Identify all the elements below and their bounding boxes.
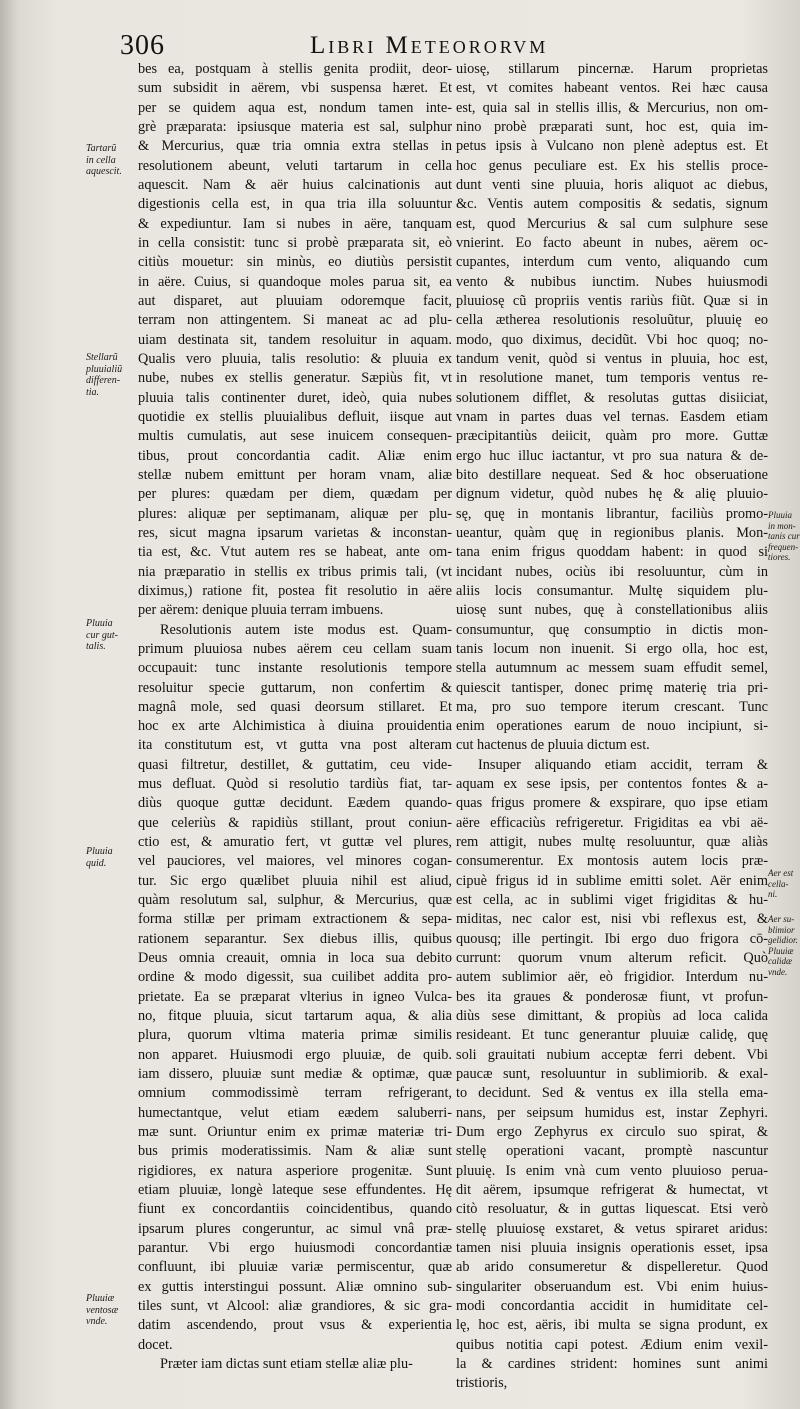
- text-line: iam dissero, pluuiæ sunt mediæ & optimæ, quæ: [138, 1066, 452, 1083]
- text-line: stellę operationi vacant, promptè nascuntur: [456, 1143, 768, 1160]
- text-line: sum subsidit in aërem, vbi suspensa hæret. Et: [138, 80, 452, 97]
- text-line: occupauit: tunc instante resolutionis tempore: [138, 660, 452, 677]
- text-line: hoc genus peculiare est. Ex his stellis proce-: [456, 157, 768, 174]
- text-line: quousq; ille pertingit. Ibi ergo duo frigora cō-: [456, 930, 768, 947]
- text-line: petus ipsis à Vulcano non plenè adeptus est. Et: [456, 138, 768, 155]
- text-line: humectantque, velut etiam eædem saluberri-: [138, 1104, 452, 1121]
- text-line: miditas, nec calor est, nisi vbi reflexus est, &: [456, 911, 768, 928]
- text-line: plura, quorum vltima materia primæ similis: [138, 1027, 452, 1044]
- text-line: pluuię. Is enim vnà cum vento pluuioso perua-: [456, 1162, 768, 1179]
- text-line: vnam in partes duas vel ternas. Easdem etiam: [456, 408, 768, 425]
- text-line: in resolutione manet, tum temporis ventus re-: [456, 370, 768, 387]
- text-line: mæ sunt. Oriuntur enim ex primæ materiæ tri-: [138, 1124, 452, 1141]
- text-line: modi concordantia accidit in humiditate cel-: [456, 1298, 768, 1314]
- text-line: Qualis vero pluuia, talis resolutio: & pluuia ex: [138, 350, 452, 367]
- text-line: ordine & modo digessit, sua cuilibet addita pro-: [138, 969, 452, 986]
- text-line: sę, quę in montanis librantur, faciliùs promo-: [456, 505, 768, 522]
- text-line: stellæ nubem emittunt per horam vnam, aliæ: [138, 466, 452, 483]
- text-line: ma, pro suo tempore iterum crescant. Tunc: [456, 698, 768, 715]
- text-line: est, vt comites habeant ventos. Rei hæc causa: [456, 80, 768, 97]
- text-line: nia præparatio in stellis ex tribus primis tali, (vt: [138, 563, 452, 580]
- text-line: &c. Ventis autem compositis & sedatis, signum: [456, 196, 768, 213]
- text-line: ita constitutum est, vt gutta vna post alteram: [138, 737, 452, 754]
- text-line: dignum videtur, quòd nubes hę & alię pluuio-: [456, 486, 768, 503]
- text-line: hoc ex arte Alchimistica à diuina prouidentia: [138, 718, 452, 735]
- text-line: Resolutionis autem iste modus est. Quam-: [160, 621, 452, 638]
- text-line: rationem separantur. Sex diebus illis, quibus: [138, 930, 452, 947]
- text-line: quasi filtretur, destillet, & guttatim, ceu vide-: [138, 756, 452, 773]
- text-line: aut disparet, aut pluuiam odoremque facit,: [138, 292, 452, 309]
- text-line: tanis locum non inuenit. Si ergo olla, hoc est,: [456, 640, 768, 657]
- page-number: 306: [120, 30, 165, 61]
- text-line: ab arido consumeretur & dispelleretur. Quod: [456, 1259, 768, 1276]
- text-line: bito destillare nequeat. Sed & hoc obseruatione: [456, 466, 768, 483]
- text-line: stella autumnum ac messem suam effudit semel,: [456, 660, 768, 677]
- text-line: resolutionem abeunt, veluti tartarum in cella: [138, 157, 452, 174]
- text-line: quàm resolutum sal, sulphur, & Mercurius, quæ: [138, 892, 452, 909]
- text-line: cut hactenus de pluuia dictum est.: [456, 737, 650, 754]
- text-line: tamen nisi pluuia insignis operationis esset, ipsa: [456, 1240, 768, 1257]
- text-line: uiosę, stillarum pincernæ. Harum proprietas: [456, 61, 768, 77]
- margin-note-aer-cella: Aer est cella- ni.: [768, 868, 794, 899]
- margin-note-pluuia-quid: Pluuia quid.: [86, 846, 113, 869]
- text-line: aquam ex sese ipsis, per contentos fontes & a-: [456, 776, 768, 793]
- text-line: tristioris,: [456, 1375, 508, 1392]
- text-line: incidant nubes, ociùs ibi resoluuntur, cùm in: [456, 563, 768, 580]
- text-line: confluunt, ibi pluuiæ variæ permiscentur, quæ: [138, 1259, 452, 1276]
- text-line: per aërem: denique pluuia terram imbuens.: [138, 602, 384, 619]
- text-line: consumerentur. Ex montosis autem locis præ-: [456, 853, 768, 870]
- text-line: soli grauitati nubium acceptæ ferri debent. Vbi: [456, 1046, 768, 1063]
- text-line: ctio est, & amuratio fert, vt guttæ vel plures,: [138, 834, 452, 851]
- text-line: nube, nubes ex stellis generatur. Sæpiùs fit, vt: [138, 370, 452, 387]
- text-line: cella ætherea resolutionis resoluũtur, pluuię eo: [456, 312, 768, 329]
- text-line: per se quidem aqua est, nondum tamen inte-: [138, 99, 452, 116]
- text-line: aquescit. Nam & aër huius calcinationis aut: [138, 176, 452, 193]
- text-line: ex guttis interstingui possunt. Aliæ omnino sub-: [138, 1278, 452, 1295]
- text-line: diùs sese dimittant, & propiùs ad loca calida: [456, 1008, 768, 1025]
- text-line: quiescit tantisper, donec primę materię tria pri-: [456, 679, 768, 696]
- text-line: quotidie ex stellis pluuialibus defluit, iisque aut: [138, 408, 452, 425]
- margin-note-stellar-differentia: Stellarũ pluuialiũ differen- tia.: [86, 352, 123, 398]
- text-line: tandum venit, quòd si ventus in pluuia, hoc est,: [456, 350, 768, 367]
- text-line: pluuiosę cũ propriis ventis rariùs fiũt. Quæ si in: [456, 292, 768, 309]
- text-line: uiosę sunt nubes, quę à constellationibus aliis: [456, 602, 768, 619]
- text-line: docet.: [138, 1336, 173, 1353]
- text-line: in aëre. Cuius, si quandoque moles parua sit, ea: [138, 273, 452, 290]
- text-line: enim operationes earum de nouo incipiunt, si-: [456, 718, 768, 735]
- text-line: forma stillæ per primam extractionem & sepa-: [138, 911, 452, 928]
- text-line: fiunt ex concordantiis coincidentibus, quando: [138, 1201, 452, 1218]
- text-line: lę, hoc est, aëris, ibi multa se signa produnt, ex: [456, 1317, 768, 1334]
- text-line: dunt venti sine pluuia, horis aliquot ac diebus,: [456, 176, 768, 193]
- left-text-column: [138, 60, 452, 1374]
- text-line: singulariter obseruandum est. Vbi enim huius-: [456, 1278, 768, 1295]
- text-line: uiam destinata sit, tandem resoluitur in aquam.: [138, 331, 452, 348]
- text-line: tana enim frigus quoddam habent: in quod si: [456, 544, 768, 561]
- text-line: magnâ mole, sed quasi deorsum stillaret. Et: [138, 698, 452, 715]
- text-line: bus primis moderatissimis. Nam & aliæ sunt: [138, 1143, 452, 1160]
- text-line: rigidiores, ex natura asperiore progenitæ. Sunt: [138, 1162, 452, 1179]
- text-line: datim ascendendo, prout vsus & experientia: [138, 1317, 452, 1334]
- text-line: aliis locis consumantur. Multę siquidem plu-: [456, 582, 768, 599]
- text-line: dit aërem, ipsumque refrigerat & humectat, vt: [456, 1182, 768, 1199]
- text-line: modo, quo diximus, decidũt. Vbi hoc quoq; no-: [456, 331, 768, 348]
- text-line: resoluitur specie guttarum, non confertim &: [138, 679, 452, 696]
- margin-note-pluuiae-ventosae: Pluuiæ ventosæ vnde.: [86, 1293, 119, 1327]
- text-line: parantur. Vbi ergo huiusmodi concordantiæ: [138, 1240, 452, 1257]
- text-line: stellę pluuiosę exstaret, & vetus spiraret aridus:: [456, 1220, 768, 1237]
- text-line: præcipitantiùs deiicit, quàm pro more. Guttæ: [456, 428, 768, 445]
- text-line: res, sicut magna ipsarum varietas & inconstan-: [138, 524, 452, 541]
- text-line: non apparet. Huiusmodi ergo pluuiæ, de quib.: [138, 1046, 452, 1063]
- text-line: tibus, prout concordantia cadit. Aliæ enim: [138, 447, 452, 464]
- text-line: la & cardines strident: homines sunt animi: [456, 1355, 768, 1372]
- text-line: est cella, ac in sublimi viget frigiditas & hu-: [456, 892, 768, 909]
- text-line: vel pauciores, vel maiores, vel minores cogan-: [138, 853, 452, 870]
- text-line: quas frigus promere & exspirare, quo ipse etiam: [456, 795, 768, 812]
- running-title: Libri Meteororvm: [310, 32, 549, 59]
- text-line: ergo huc illuc iactantur, vt pro sua natura & de-: [456, 447, 768, 464]
- text-line: omnium commodissimè terram refrigerant,: [138, 1085, 452, 1102]
- text-line: Dum ergo Zephyrus ex circulo suo spirat, &: [456, 1124, 768, 1141]
- margin-note-pluuia-cur-guttalis: Pluuia cur gut- talis.: [86, 618, 118, 652]
- margin-note-montanis: Pluuia in mon- tanis cur frequen- tiores.: [768, 510, 800, 562]
- text-line: tur. Sic ergo quælibet pluuia nihil est aliud,: [138, 872, 452, 889]
- text-line: tia est, &c. Vtut autem res se habeat, ante om-: [138, 544, 452, 561]
- text-line: bes ita graues & ponderosæ fiunt, vt profun-: [456, 988, 768, 1005]
- text-line: ueantur, quàm quę in regionibus planis. Mon-: [456, 524, 768, 541]
- text-line: ipsarum plures congeruntur, ac simul vnâ præ-: [138, 1220, 452, 1237]
- text-line: resideant. Et tunc generantur pluuiæ calidę, quę: [456, 1027, 768, 1044]
- text-line: Deus omnia creauit, omnia in loca sua debito: [138, 950, 452, 967]
- text-line: paucæ sunt, resoluuntur in sublimiorib. & exal-: [456, 1066, 768, 1083]
- text-line: & Mercurius, quæ tria omnia extra stellas in: [138, 138, 452, 155]
- text-line: vento & nubibus iunctim. Nubes huiusmodi: [456, 273, 768, 290]
- text-line: nino probè præparati sunt, hoc est, quia im-: [456, 118, 768, 135]
- text-line: diximus,) ratione fit, postea fit resolutio in aëre: [138, 582, 452, 599]
- text-line: cipuè frigus id in sublime emitti solet. Aër enim: [456, 872, 768, 889]
- text-line: primum pluuiosa nubes aërem ceu cellam suam: [138, 640, 452, 657]
- text-line: terram non attingentem. Si maneat ac ad plu-: [138, 312, 452, 329]
- text-line: prietate. Ea se præparat vlterius in igneo Vulca-: [138, 988, 452, 1005]
- margin-note-tartar: Tartarũ in cella aquescit.: [86, 143, 122, 177]
- text-line: aëre efficaciùs refrigeretur. Frigiditas ea vbi aë-: [456, 814, 768, 831]
- text-line: est, quod Mercurius & sal cum sulphure sese: [456, 215, 768, 232]
- text-line: no, fitque pluuia, sicut tartarum aqua, & alia: [138, 1008, 452, 1025]
- text-line: currunt: quorum vnum alterum reficit. Quò: [456, 950, 768, 967]
- text-line: que celeriùs & rapidiùs stillant, prout coniun-: [138, 814, 452, 831]
- text-line: nans, per seipsum humidus est, instar Zephyri.: [456, 1104, 768, 1121]
- text-line: cupantes, interdum cum vento, aliquando cum: [456, 254, 768, 271]
- text-line: grè præparata: ipsiusque materia est sal, sulphur: [138, 118, 452, 135]
- margin-note-aer-sublimior: Aer su- blimior gelidior. Pluuiæ calidæ vnde.: [768, 914, 798, 977]
- text-line: consumuntur, quę consumptio in dictis mon-: [456, 621, 768, 638]
- text-line: vnierint. Eo facto abeunt in nubes, aërem oc-: [456, 234, 768, 251]
- text-line: etiam pluuiæ, longè lateque sese effundentes. Hę: [138, 1182, 452, 1199]
- text-line: pluuia talis continenter duret, ideò, quia nubes: [138, 389, 452, 406]
- text-line: Præter iam dictas sunt etiam stellæ aliæ plu-: [160, 1355, 413, 1372]
- text-line: plures: aliquæ per septimanam, aliquæ per plu-: [138, 505, 452, 522]
- text-line: in cella consistit: tunc si probè præparata sit, eò: [138, 234, 452, 251]
- text-line: autem sublimior aër, eò frigidior. Interdum nu-: [456, 969, 768, 986]
- text-line: citò resoluatur, & in guttas liquescat. Etsi verò: [456, 1201, 768, 1218]
- text-line: per plures: quædam per diem, quædam per: [138, 486, 452, 503]
- text-line: quibus notitia capi potest. Ædium enim vexil-: [456, 1336, 768, 1353]
- text-line: est, quia sal in stellis illis, & Mercurius, non om-: [456, 99, 768, 116]
- text-line: & expediuntur. Iam si nubes in aëre, tanquam: [138, 215, 452, 232]
- text-line: mus defluat. Quòd si resolutio tardiùs fiat, tar-: [138, 776, 452, 793]
- text-line: citiùs mouetur: sin minùs, eo diutiùs persistit: [138, 254, 452, 271]
- text-line: diùs quoque guttæ decidunt. Eædem quando-: [138, 795, 452, 812]
- text-line: to decidunt. Sed & ventus ex illa stella ema-: [456, 1085, 768, 1102]
- text-line: Insuper aliquando etiam accidit, terram &: [478, 756, 768, 773]
- text-line: multis cumulatis, aut sese inuicem consequen-: [138, 428, 452, 445]
- text-line: rem attigit, nubes multę resoluuntur, quæ aliàs: [456, 834, 768, 851]
- text-line: solutionem difflet, & resolutas guttas disiiciat,: [456, 389, 768, 406]
- text-line: tiles sunt, vt Alcool: aliæ grandiores, & sic gra-: [138, 1298, 452, 1314]
- right-text-column: [456, 60, 768, 1394]
- text-line: digestionis cella est, in qua tria illa soluuntur: [138, 196, 452, 213]
- text-line: bes ea, postquam à stellis genita prodiit, deor-: [138, 61, 452, 77]
